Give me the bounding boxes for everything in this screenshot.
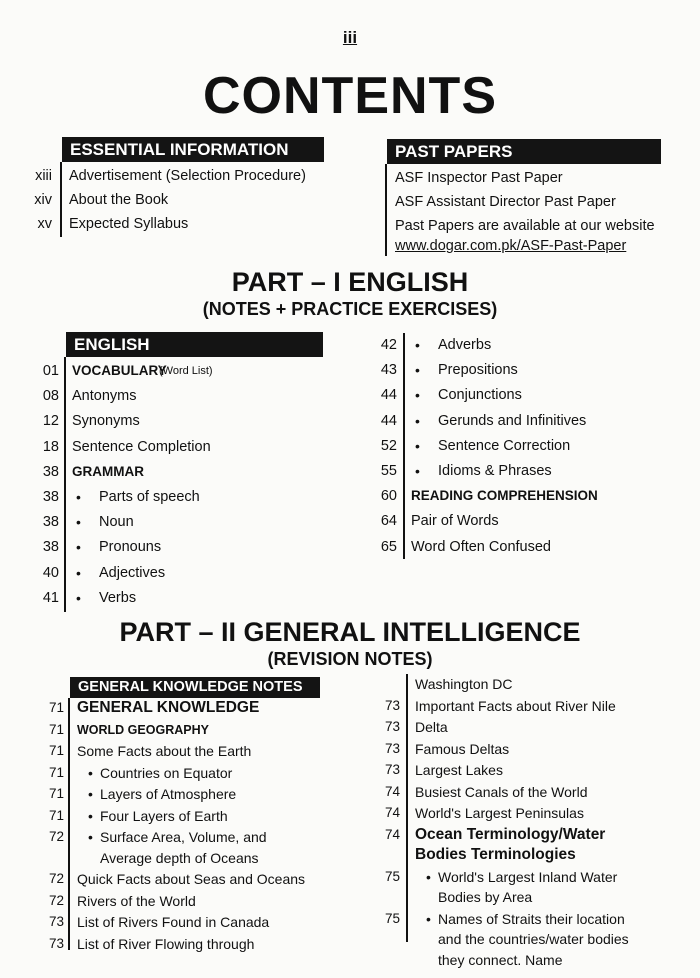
page-ref: 55	[380, 463, 397, 479]
entry-label: Advertisement (Selection Procedure)	[69, 168, 306, 184]
gk-right-item	[0, 825, 700, 866]
page-ref: 71	[48, 786, 64, 801]
page-ref: 08	[42, 388, 59, 405]
bullet-icon: •	[415, 337, 420, 353]
page-ref: 38	[42, 463, 59, 480]
bullet-icon: •	[415, 362, 420, 379]
part2-title: PART – II GENERAL INTELLIGENCE	[119, 617, 581, 647]
entry-label: Layers of Atmosphere	[100, 786, 237, 802]
entry-label: Quick Facts about Seas and Oceans	[77, 871, 306, 887]
gk-right-item	[0, 760, 700, 781]
page-ref: 71	[48, 721, 64, 737]
page-title: CONTENTS	[203, 67, 497, 125]
gk-right-item	[0, 782, 700, 803]
page-ref: 71	[48, 764, 64, 780]
gk-right-item	[0, 867, 700, 908]
entry-label: Average depth of Oceans	[100, 849, 259, 866]
essential-header: ESSENTIAL INFORMATION	[62, 137, 324, 162]
english-right-item	[0, 509, 700, 533]
english-left-item	[0, 561, 700, 585]
entry-label: Washington DC	[415, 676, 513, 692]
page-ref: 74	[384, 783, 400, 799]
entry-label: Pronouns	[99, 539, 162, 556]
bullet-icon: •	[415, 437, 420, 454]
bullet-icon: •	[426, 868, 431, 885]
page-ref: 42	[380, 337, 397, 353]
bullet-icon: •	[415, 463, 420, 479]
entry-label: GENERAL KNOWLEDGE	[77, 699, 260, 716]
essential-item	[0, 164, 330, 188]
gk-right-item	[0, 803, 700, 824]
english-header: ENGLISH	[66, 332, 323, 357]
bullet-icon: •	[415, 387, 420, 404]
bullet-icon: •	[76, 514, 81, 531]
page-ref: 38	[42, 514, 59, 531]
english-right-item	[0, 434, 700, 458]
entry-label: Expected Syllabus	[69, 216, 189, 232]
english-right-item	[0, 409, 700, 433]
page-ref: 44	[380, 387, 397, 404]
page-ref: 43	[380, 362, 397, 379]
entry-label: Sentence Completion	[72, 438, 211, 455]
past-papers-rule	[385, 164, 387, 256]
entry-label: Pair of Words	[411, 513, 499, 530]
entry-label: Word Often Confused	[411, 538, 551, 555]
entry-label: WORLD GEOGRAPHY	[77, 722, 209, 737]
entry-label: Adverbs	[438, 337, 492, 353]
page-ref: xiii	[35, 168, 52, 184]
entry-label: Rivers of the World	[77, 892, 196, 909]
past-paper-item: ASF Assistant Director Past Paper	[395, 194, 616, 210]
english-right-item	[0, 484, 700, 508]
entry-label: Verbs	[99, 589, 137, 606]
page-ref: 75	[384, 910, 400, 926]
bullet-icon: •	[88, 764, 93, 781]
bullet-icon: •	[88, 807, 93, 824]
bullet-icon: •	[415, 412, 420, 429]
entry-note: (Word List)	[159, 365, 213, 377]
entry-label: Synonyms	[72, 413, 140, 430]
entry-label: VOCABULARY	[72, 363, 167, 378]
part1-subtitle: (NOTES + PRACTICE EXERCISES)	[202, 299, 498, 319]
entry-label: Idioms & Phrases	[438, 463, 552, 479]
page-ref: xiv	[34, 192, 52, 208]
entry-label: Conjunctions	[438, 387, 522, 404]
bullet-icon: •	[76, 539, 81, 556]
entry-label: READING COMPREHENSION	[411, 488, 598, 504]
page-ref: 64	[380, 513, 397, 530]
page-ref: 60	[380, 488, 397, 505]
entry-label: Surface Area, Volume, and	[100, 829, 267, 845]
entry-label: Delta	[415, 719, 448, 735]
entry-label: Four Layers of Earth	[100, 807, 228, 824]
entry-label: World's Largest Inland Water	[438, 868, 618, 885]
bullet-icon: •	[426, 910, 431, 927]
gk-right-item	[0, 674, 700, 695]
entry-label: World's Largest Peninsulas	[415, 805, 584, 821]
page-ref: 73	[384, 697, 400, 713]
entry-label: Largest Lakes	[415, 762, 503, 778]
entry-label: Antonyms	[72, 388, 137, 405]
part1-title: PART – I ENGLISH	[231, 267, 469, 297]
page-ref: 72	[48, 871, 64, 886]
gk-right-item	[0, 696, 700, 717]
page-ref: 41	[42, 589, 59, 606]
entry-label: Famous Deltas	[415, 740, 510, 757]
page-ref: 71	[48, 807, 64, 823]
page-ref: 40	[42, 564, 59, 581]
page-ref: 73	[384, 719, 400, 734]
entry-label: List of River Flowing through	[77, 935, 255, 952]
bullet-icon: •	[88, 829, 93, 845]
english-right-item	[0, 383, 700, 407]
entry-label: and the countries/water bodies	[438, 931, 629, 947]
part2-subtitle: (REVISION NOTES)	[267, 649, 433, 669]
entry-label: Noun	[99, 514, 134, 531]
english-right-item	[0, 535, 700, 559]
page-ref: 74	[384, 826, 400, 842]
past-papers-header: PAST PAPERS	[387, 139, 661, 164]
page-ref: 72	[48, 892, 64, 908]
page-ref: xv	[37, 216, 52, 232]
page-ref: 38	[42, 489, 59, 505]
page-ref: 12	[42, 413, 59, 430]
page-ref: 73	[48, 935, 64, 951]
entry-label: Names of Straits their location	[438, 910, 625, 927]
entry-label: GRAMMAR	[72, 463, 144, 479]
gk-right-item	[0, 739, 700, 760]
entry-label: Bodies by Area	[438, 889, 533, 905]
page-ref: 74	[384, 805, 400, 820]
english-left-item	[0, 586, 700, 610]
entry-label: Gerunds and Infinitives	[438, 412, 587, 429]
bullet-icon: •	[76, 564, 81, 581]
page-number: iii	[342, 28, 358, 47]
essential-item	[0, 188, 330, 212]
page-ref: 65	[380, 538, 397, 555]
page-ref: 73	[48, 914, 64, 929]
past-papers-link[interactable]: www.dogar.com.pk/ASF-Past-Paper	[395, 238, 627, 254]
english-right-item	[0, 358, 700, 382]
entry-label: Prepositions	[438, 362, 518, 379]
english-right-item	[0, 459, 700, 483]
gk-right-item	[0, 909, 700, 971]
page-ref: 73	[384, 740, 400, 756]
past-paper-item: ASF Inspector Past Paper	[395, 170, 563, 186]
entry-label: they connect. Name	[438, 951, 563, 968]
page-ref: 01	[42, 363, 59, 379]
page-ref: 38	[42, 539, 59, 556]
gk-right-item	[0, 717, 700, 738]
bullet-icon: •	[76, 489, 81, 505]
entry-label: Busiest Canals of the World	[415, 783, 588, 800]
page-ref: 71	[48, 700, 64, 715]
page-ref: 52	[380, 437, 397, 454]
entry-label: List of Rivers Found in Canada	[77, 914, 270, 930]
entry-label: Countries on Equator	[100, 764, 233, 781]
page-ref: 18	[42, 438, 59, 455]
page-ref: 75	[384, 868, 400, 884]
entry-label: Adjectives	[99, 564, 166, 581]
entry-label: Parts of speech	[99, 489, 200, 505]
entry-label: Some Facts about the Earth	[77, 743, 252, 759]
page-ref: 71	[48, 743, 64, 758]
bullet-icon: •	[76, 589, 81, 606]
entry-label: Bodies Terminologies	[415, 846, 576, 863]
page-ref: 72	[48, 829, 64, 844]
english-right-item	[0, 333, 700, 357]
past-paper-item: Past Papers are available at our website	[395, 218, 655, 234]
gk-header: GENERAL KNOWLEDGE NOTES	[70, 677, 320, 698]
essential-item	[0, 212, 330, 236]
entry-label: Ocean Terminology/Water	[415, 825, 606, 843]
bullet-icon: •	[88, 786, 93, 802]
entry-label: Important Facts about River Nile	[415, 697, 616, 714]
page-ref: 44	[380, 412, 397, 429]
entry-label: About the Book	[69, 192, 169, 208]
page-ref: 73	[384, 762, 400, 777]
entry-label: Sentence Correction	[438, 437, 571, 454]
